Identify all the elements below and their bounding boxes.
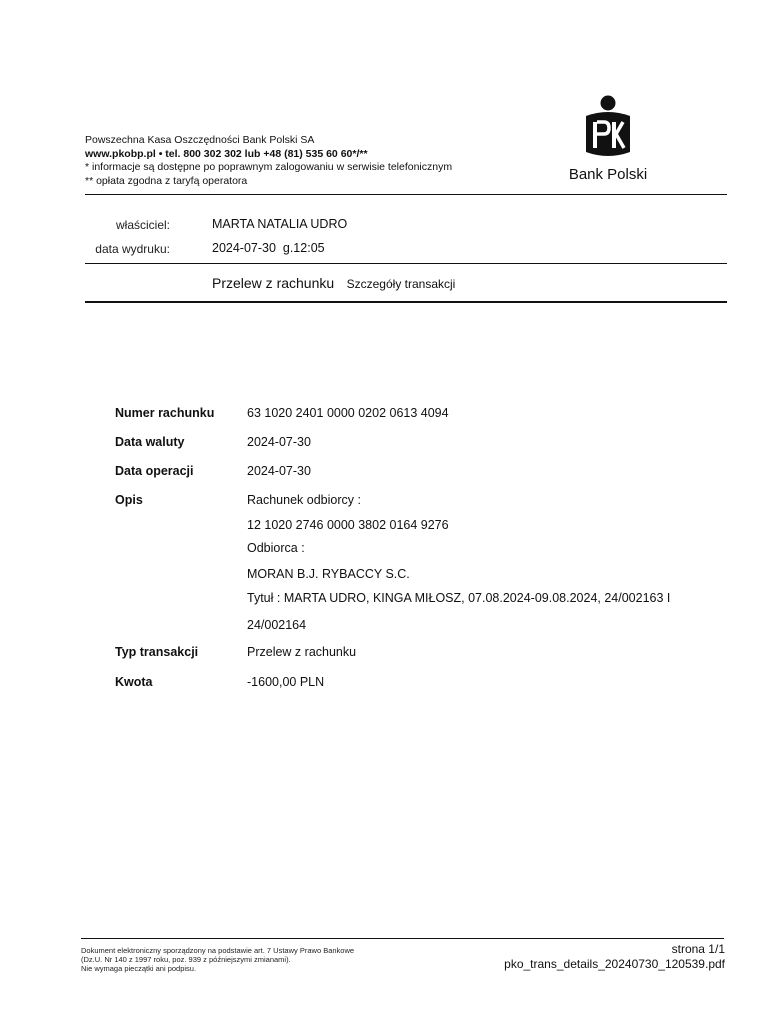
amount-label: Kwota (115, 675, 153, 689)
operation-date-value: 2024-07-30 (247, 464, 311, 478)
description-line: 24/002164 (247, 618, 307, 632)
bank-name: Powszechna Kasa Oszczędności Bank Polski SA (85, 134, 315, 146)
pko-logo (566, 94, 650, 183)
description-line: Rachunek odbiorcy : (247, 493, 361, 507)
amount-value: -1600,00 PLN (247, 675, 325, 689)
bank-note-2: ** opłata zgodna z taryfą operatora (85, 174, 248, 187)
description-line: Odbiorca : (247, 541, 305, 555)
bank-note-1: * informacje są dostępne po poprawnym zalogowaniu w serwisie telefonicznym (85, 161, 453, 173)
pko-logo-icon (582, 94, 634, 160)
type-label: Typ transakcji (115, 645, 199, 659)
legal-line-2: (Dz.U. Nr 140 z 1997 roku, poz. 939 z późniejszymi zmianami). (81, 955, 291, 964)
legal-note (81, 946, 411, 973)
meta-divider (85, 263, 727, 264)
value-date-label: Data waluty (115, 435, 185, 449)
description-line: Tytuł : MARTA UDRO, KINGA MIŁOSZ, 07.08.2024-09.08.2024, 24/002163 I (247, 591, 671, 605)
footer-divider (81, 938, 724, 939)
bank-info (85, 134, 452, 188)
footer-right (504, 942, 725, 972)
bank-contact: www.pkobp.pl • tel. 800 302 302 lub +48 (81) 535 60 60*/** (85, 147, 368, 160)
document-title-sub: Szczegóły transakcji (346, 277, 456, 291)
description-line: MORAN B.J. RYBACCY S.C. (247, 567, 410, 581)
legal-line-1: Dokument elektroniczny sporządzony na podstawie art. 7 Ustawy Prawo Bankowe (81, 946, 355, 955)
legal-line-3: Nie wymaga pieczątki ani podpisu. (81, 964, 197, 973)
operation-date-label: Data operacji (115, 464, 194, 478)
file-name: pko_trans_details_20240730_120539.pdf (504, 957, 725, 971)
print-date-label: data wydruku: (95, 242, 170, 256)
account-value: 63 1020 2401 0000 0202 0613 4094 (247, 406, 449, 420)
logo-text: Bank Polski (568, 166, 648, 183)
description-line: 12 1020 2746 0000 3802 0164 9276 (247, 518, 449, 532)
account-label: Numer rachunku (115, 406, 215, 420)
document-title-main: Przelew z rachunku (212, 275, 335, 291)
title-divider (85, 301, 727, 303)
value-date-value: 2024-07-30 (247, 435, 311, 449)
description-label: Opis (115, 493, 143, 507)
owner-label: właściciel: (115, 218, 170, 232)
document-title (212, 275, 455, 293)
type-value: Przelew z rachunku (247, 645, 357, 659)
header-divider (85, 194, 727, 195)
print-date-value: 2024-07-30 g.12:05 (212, 241, 325, 255)
page-number: strona 1/1 (671, 942, 725, 956)
owner-value: MARTA NATALIA UDRO (212, 217, 348, 231)
